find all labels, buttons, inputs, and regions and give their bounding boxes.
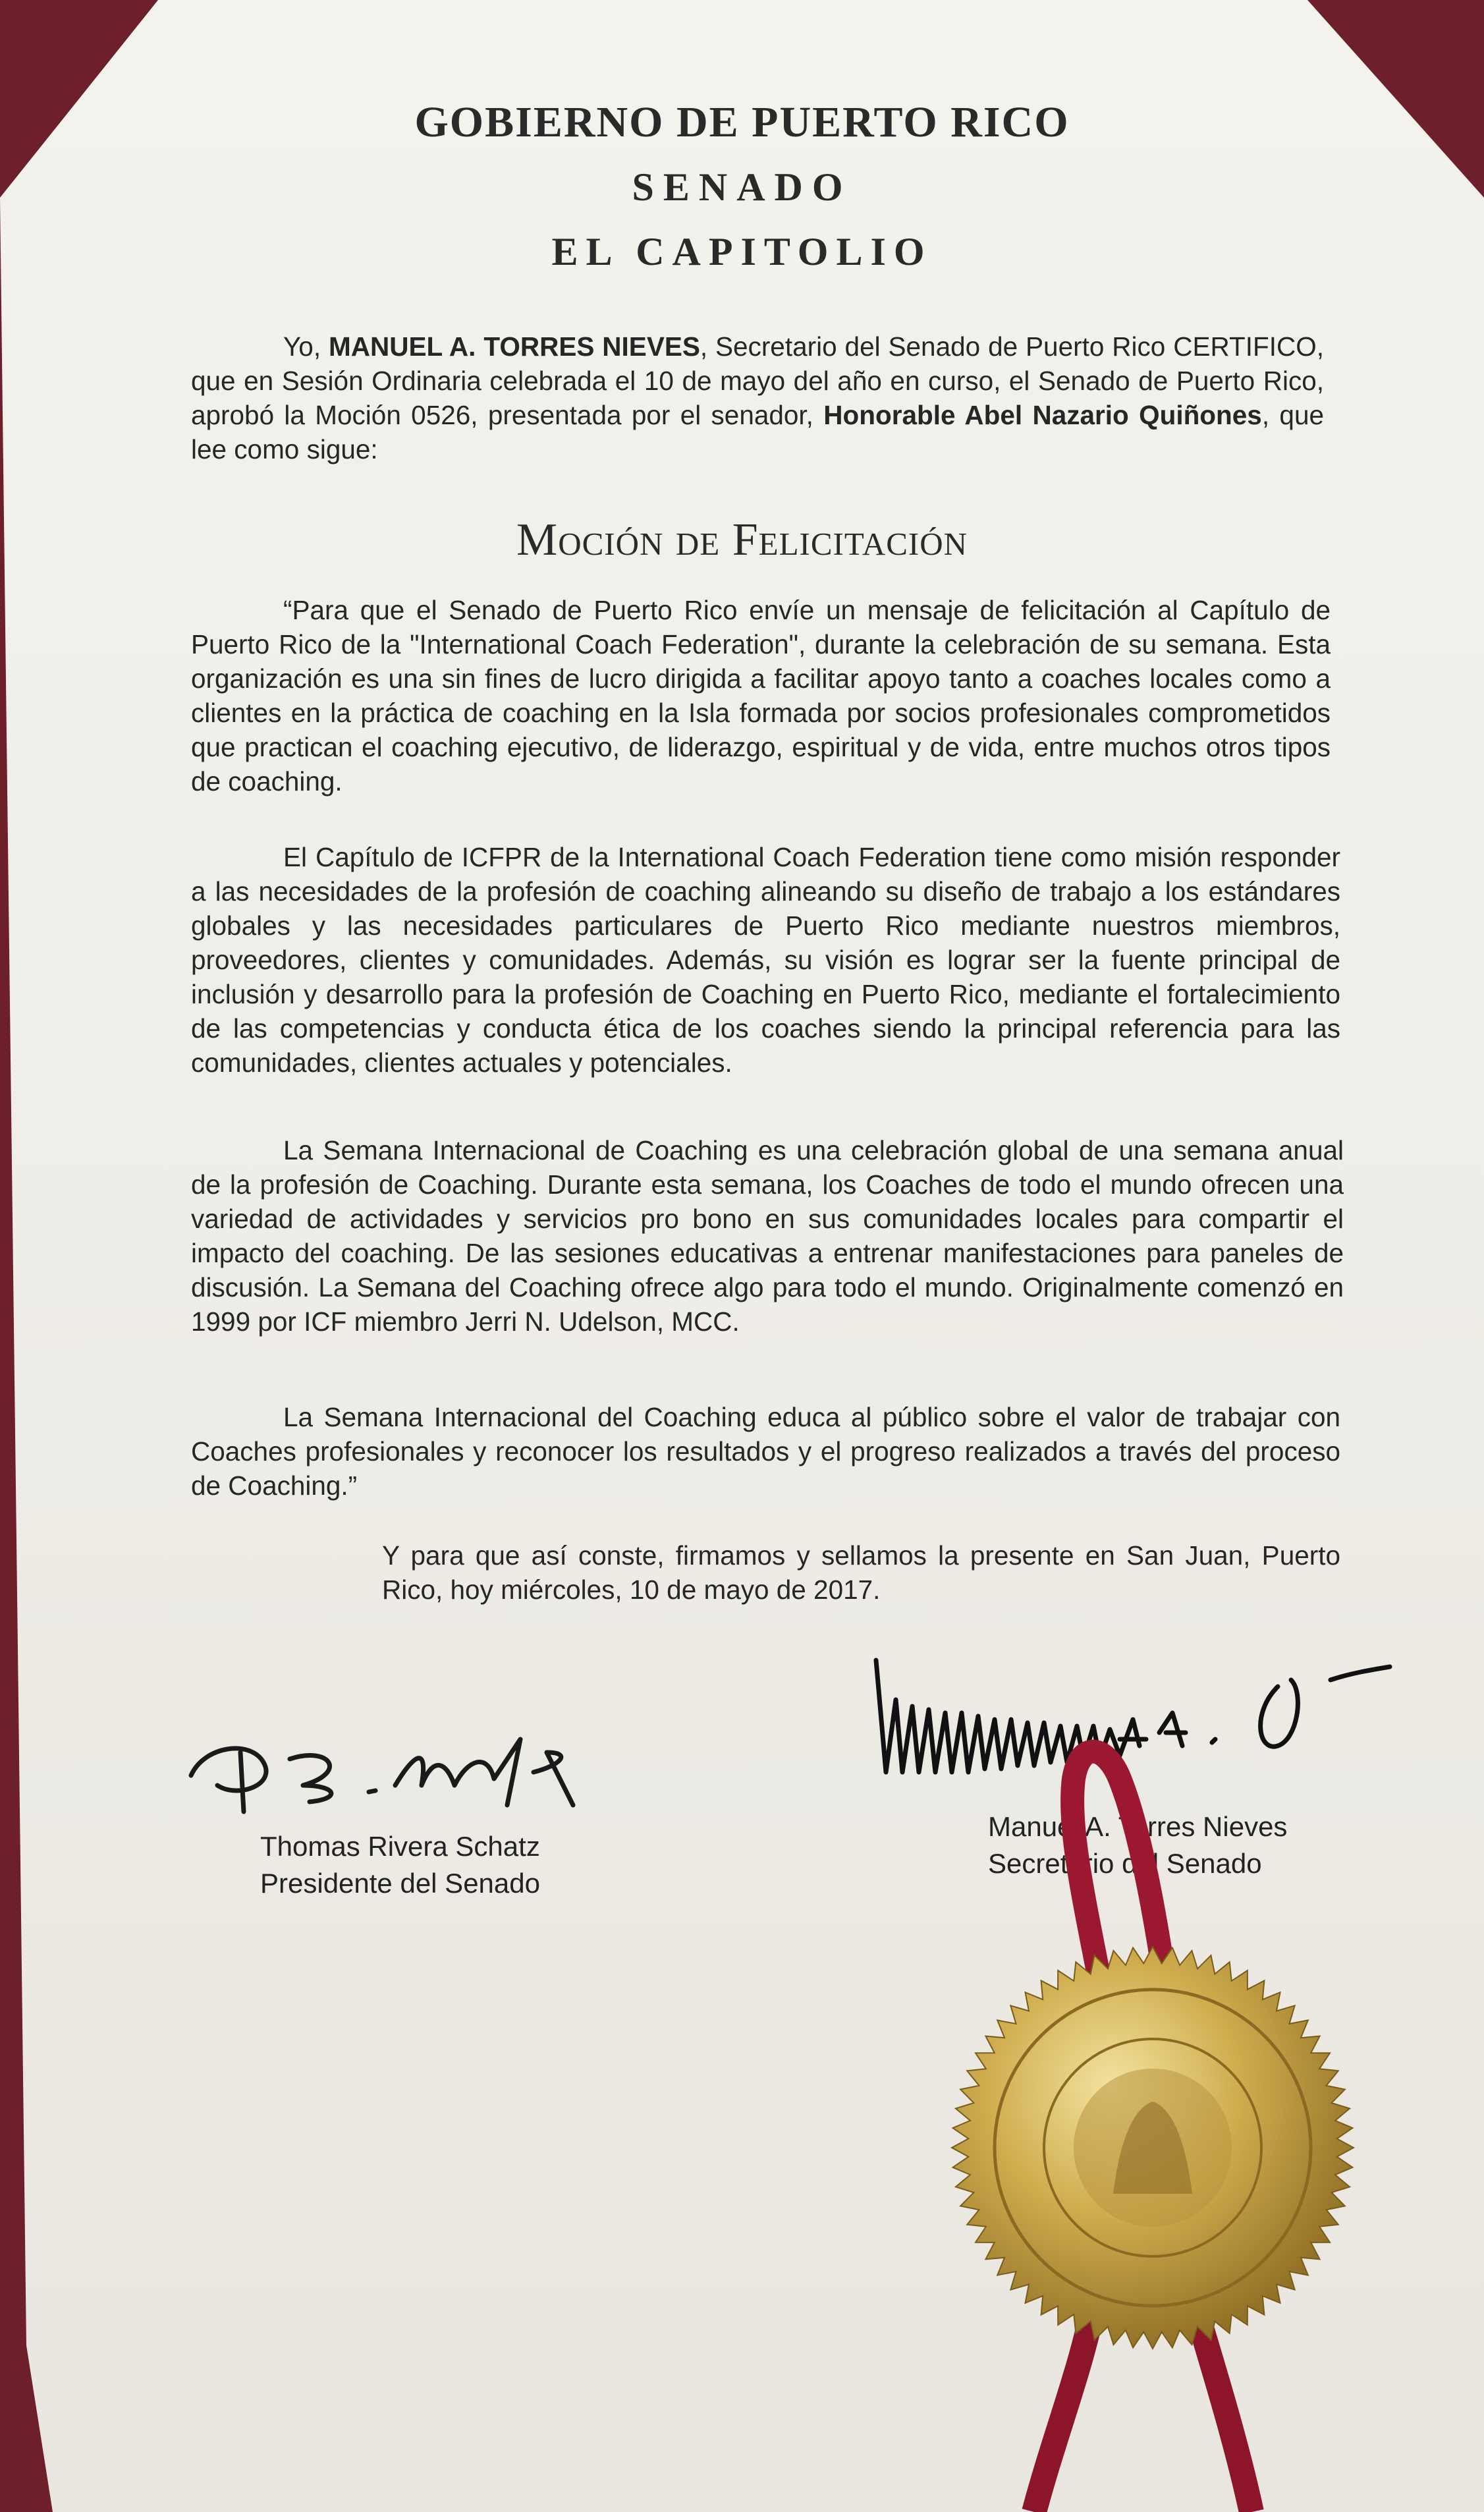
secretary-name-printed: Manuel A. Torres Nieves bbox=[988, 1811, 1288, 1842]
paragraph-2: El Capítulo de ICFPR de la International Coach Federation tiene como misión responder a las necesidades de la profesión de coaching alineando su diseño de trabajo a los estándares globales y las necesidades particulares de Puerto Rico mediante nuestros miembros, proveedores, clientes y comunidades. Además, su visión es lograr ser la fuente principal de inclusión y desarrollo para la profesión de Coaching en Puerto Rico, mediante el fortalecimiento de las competencias y conducta ética de los coaches siendo la principal referencia para las comunidades, clientes actuales y potenciales. bbox=[191, 842, 1340, 1078]
header-capitol: EL CAPITOLIO bbox=[551, 230, 933, 273]
paragraph-4: La Semana Internacional del Coaching educa al público sobre el valor de trabajar con Coaches profesionales y reconocer los resultados y el progreso realizados a través del proceso de Coaching.” bbox=[191, 1402, 1340, 1501]
president-title: Presidente del Senado bbox=[260, 1868, 540, 1899]
paragraph-3: La Semana Internacional de Coaching es una celebración global de una semana anual de la profesión de Coaching. Durante esta semana, los Coaches de todo el mundo ofrecen una variedad de actividades y servicios pro bono en sus comunidades locales para compartir el impacto del coaching. De las sesiones educativas a entrenar manifestaciones para paneles de discusión. La Semana del Coaching ofrece algo para todo el mundo. Originalmente comenzó en 1999 por ICF miembro Jerri N. Udelson, MCC. bbox=[191, 1135, 1344, 1337]
cert-text-1: Yo, bbox=[283, 331, 329, 362]
paragraph-1: “Para que el Senado de Puerto Rico envíe un mensaje de felicitación al Capítulo de Puerto Rico de la "International Coach Federation", durante la celebración de su semana. Esta organización es una sin fines de lucro dirigida a facilitar apoyo tanto a coaches locales como a clientes en la práctica de coaching en la Isla formada por socios profesionales comprometidos que practican el coaching ejecutivo, de liderazgo, espiritual y de vida, entre muchos otros tipos de coaching. bbox=[191, 595, 1331, 796]
cert-text-2: , Secretario del Senado de Puerto Rico CERTIFICO, que en Sesión Ordinaria celebrada el 10 de mayo del año en curso, el Senado de Puerto Rico, aprobó la Moción 0526, presentada por el senador, bbox=[191, 331, 1324, 430]
secretary-name: MANUEL A. TORRES NIEVES bbox=[329, 331, 700, 362]
senate-gold-seal bbox=[948, 1943, 1357, 2352]
header-senate: SENADO bbox=[632, 165, 852, 209]
cert-text-3: , que lee como sigue: bbox=[191, 400, 1324, 464]
header-government: GOBIERNO DE PUERTO RICO bbox=[414, 98, 1070, 146]
closing-paragraph: Y para que así conste, firmamos y sellamos la presente en San Juan, Puerto Rico, hoy miércoles, 10 de mayo de 2017. bbox=[382, 1540, 1340, 1605]
senator-name: Honorable Abel Nazario Quiñones bbox=[823, 400, 1262, 430]
president-name: Thomas Rivera Schatz bbox=[260, 1831, 540, 1862]
motion-title: Moción de Felicitación bbox=[516, 515, 968, 565]
secretary-title: Secretario del Senado bbox=[988, 1848, 1262, 1879]
